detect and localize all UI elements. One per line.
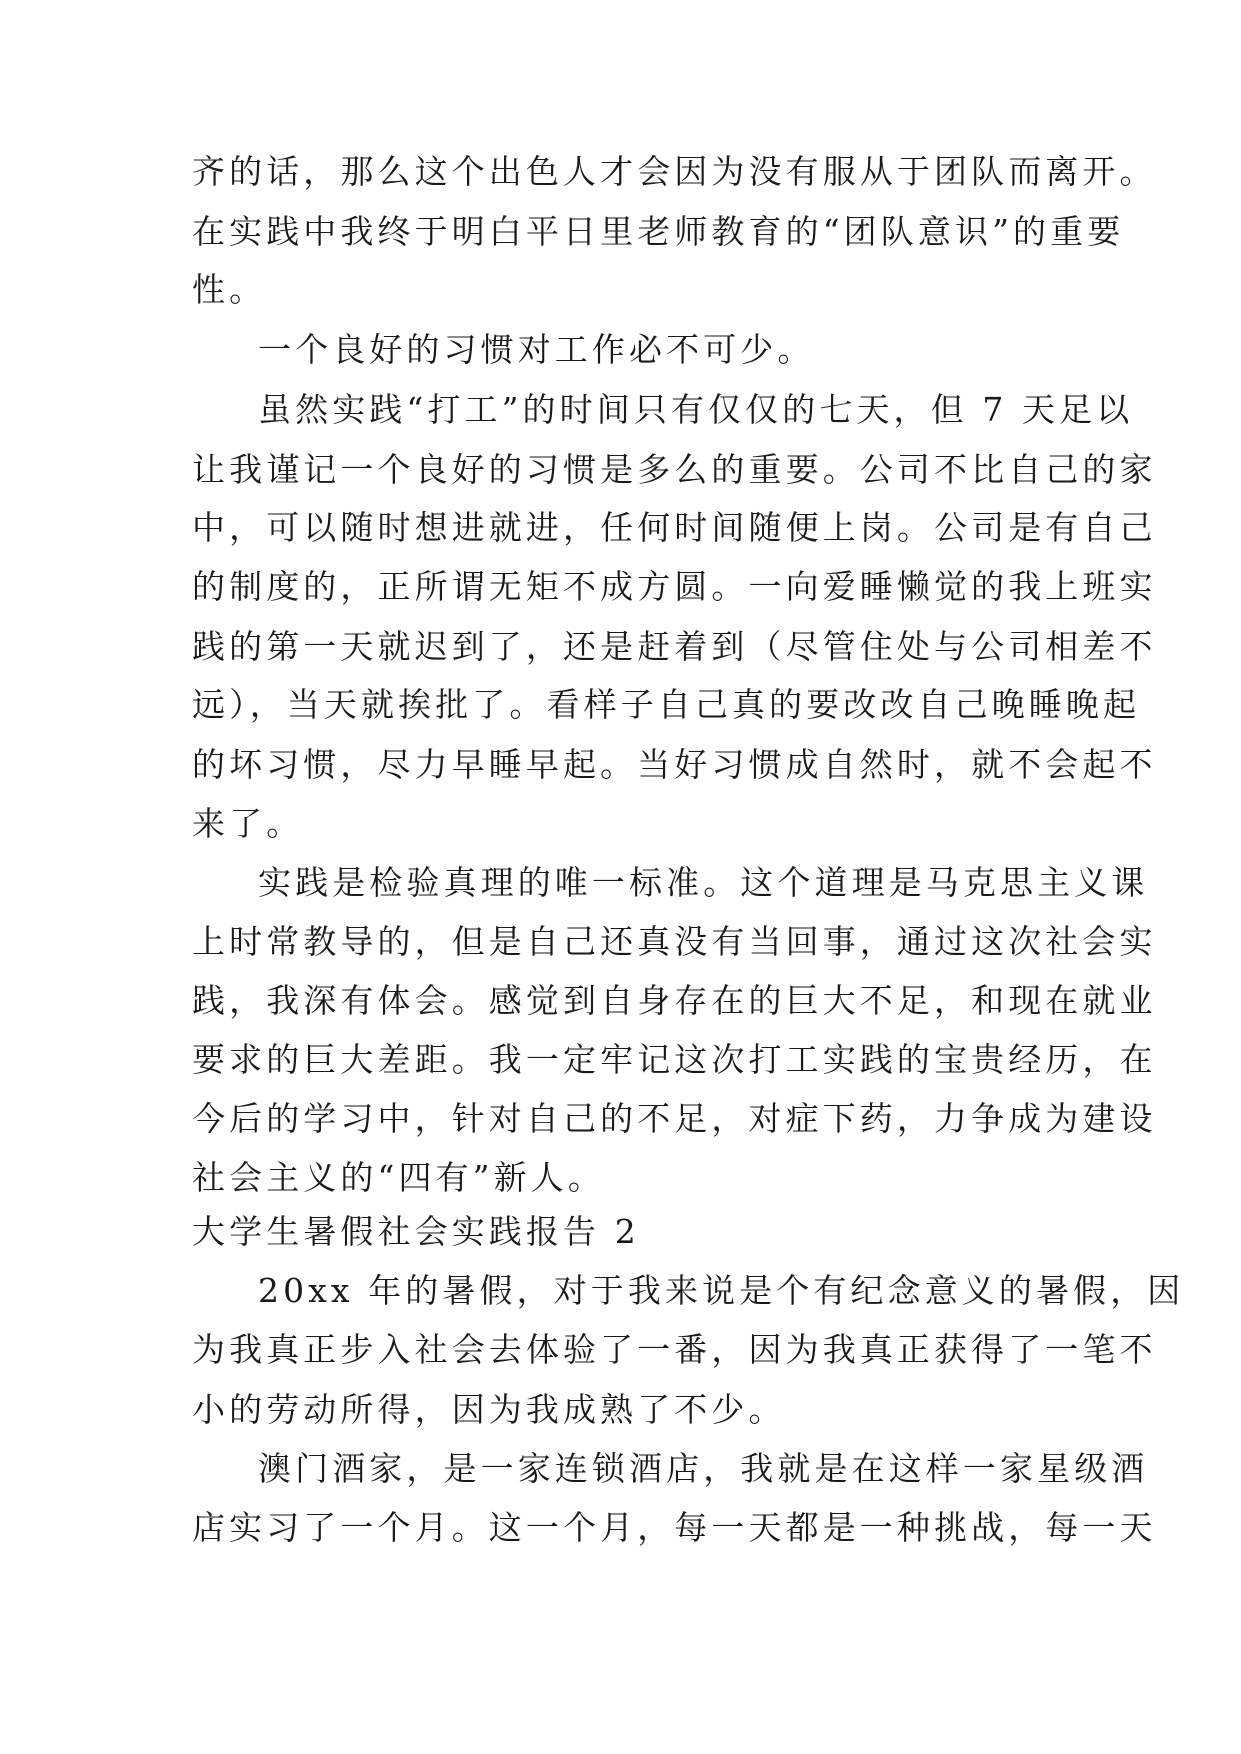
- body-text-line: 要求的巨大差距。我一定牢记这次打工实践的宝贵经历，在: [192, 1040, 1157, 1079]
- body-text-line: 的坏习惯，尽力早睡早起。当好习惯成自然时，就不会起不: [192, 745, 1157, 784]
- body-text-line: 小的劳动所得，因为我成熟了不少。: [192, 1390, 786, 1429]
- body-text-line: 践，我深有体会。感觉到自身存在的巨大不足，和现在就业: [192, 981, 1157, 1020]
- paragraph-heading: 一个良好的习惯对工作必不可少。: [258, 330, 815, 369]
- body-text-line: 今后的学习中，针对自己的不足，对症下药，力争成为建设: [192, 1099, 1157, 1138]
- body-text-line: 澳门酒家，是一家连锁酒店，我就是在这样一家星级酒: [258, 1449, 1149, 1488]
- body-text-line: 中，可以随时想进就进，任何时间随便上岗。公司是有自己: [192, 508, 1157, 547]
- body-text-line: 让我谨记一个良好的习惯是多么的重要。公司不比自己的家: [192, 450, 1157, 489]
- body-text-line: 为我真正步入社会去体验了一番，因为我真正获得了一笔不: [192, 1330, 1157, 1369]
- body-text-line: 店实习了一个月。这一个月，每一天都是一种挑战，每一天: [192, 1508, 1157, 1547]
- body-text-line: 20xx 年的暑假，对于我来说是个有纪念意义的暑假，因: [258, 1271, 1185, 1310]
- body-text-line: 社会主义的“四有”新人。: [192, 1158, 605, 1197]
- body-text-line: 在实践中我终于明白平日里老师教育的“团队意识”的重要: [192, 212, 1125, 251]
- body-text-line: 虽然实践“打工”的时间只有仅仅的七天，但 7 天足以: [258, 390, 1134, 429]
- body-text-line: 远），当天就挨批了。看样子自己真的要改改自己晚睡晚起: [192, 685, 1141, 724]
- body-text-line: 齐的话，那么这个出色人才会因为没有服从于团队而离开。: [192, 152, 1157, 191]
- body-text-line: 践的第一天就迟到了，还是赶着到（尽管住处与公司相差不: [192, 627, 1157, 666]
- body-text-line: 来了。: [192, 804, 304, 843]
- section-heading: 大学生暑假社会实践报告 2: [192, 1212, 640, 1251]
- body-text-line: 实践是检验真理的唯一标准。这个道理是马克思主义课: [258, 863, 1149, 902]
- body-text-line: 性。: [192, 270, 267, 309]
- body-text-line: 的制度的，正所谓无矩不成方圆。一向爱睡懒觉的我上班实: [192, 567, 1157, 606]
- body-text-line: 上时常教导的，但是自己还真没有当回事，通过这次社会实: [192, 922, 1157, 961]
